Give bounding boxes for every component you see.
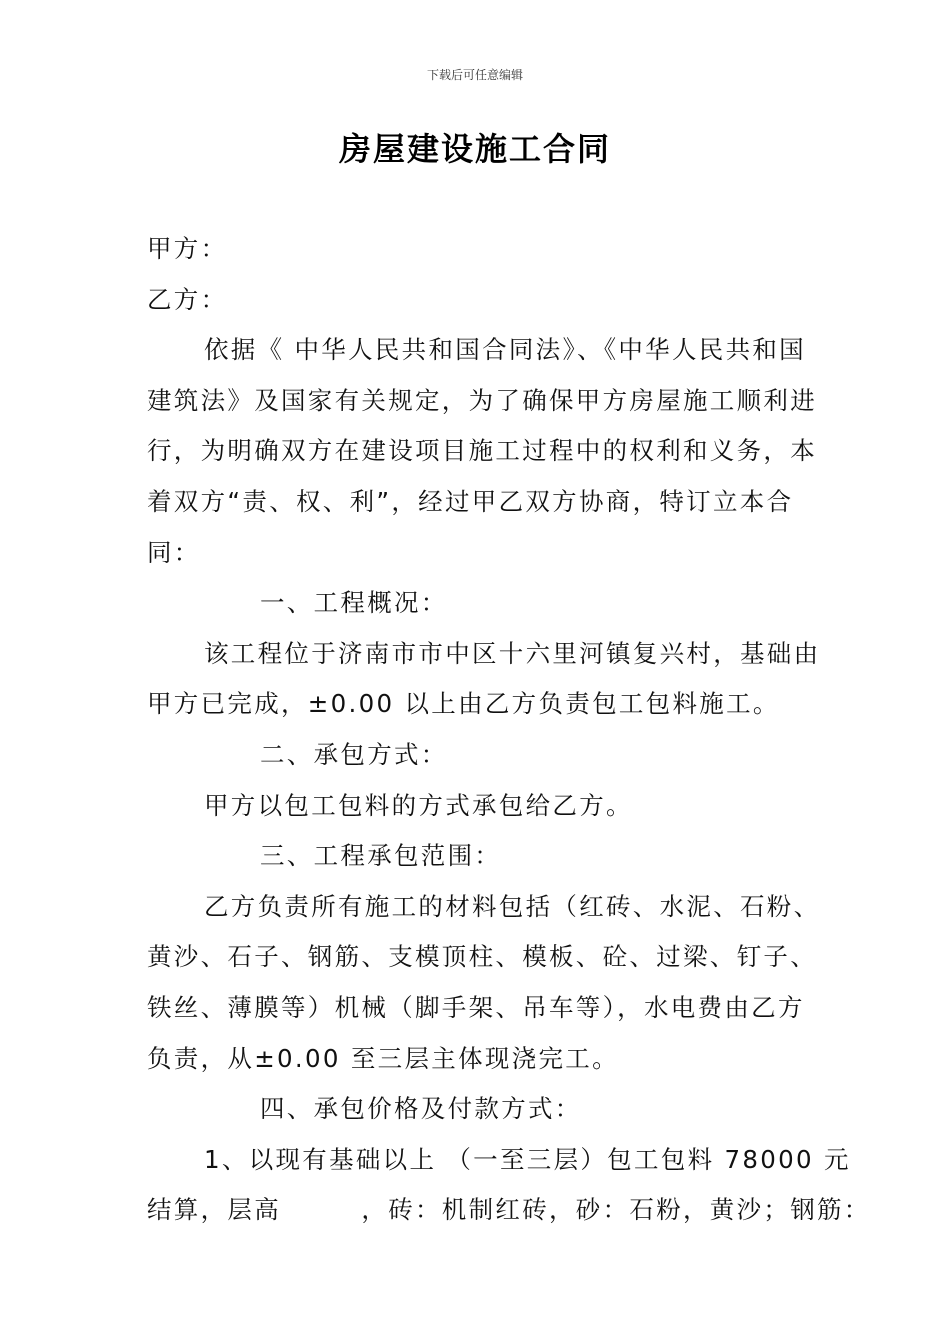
header-note: 下载后可任意编辑 xyxy=(426,68,523,82)
paragraph-line: 负责，从±0.00 至三层主体现浇完工。 xyxy=(147,1043,619,1073)
paragraph-line: 甲方已完成，±0.00 以上由乙方负责包工包料施工。 xyxy=(147,689,780,719)
paragraph-line: 该工程位于济南市市中区十六里河镇复兴村，基础由 xyxy=(204,638,821,668)
paragraph-line: 依据《 中华人民共和国合同法》、《中华人民共和国 xyxy=(204,335,806,365)
section-heading: 四、承包价格及付款方式： xyxy=(260,1094,582,1124)
section-heading: 二、承包方式： xyxy=(260,739,448,769)
paragraph-line: 铁丝、薄膜等）机械（脚手架、吊车等），水电费由乙方 xyxy=(147,992,805,1022)
section-heading: 三、工程承包范围： xyxy=(260,841,502,871)
paragraph-line: 甲方以包工包料的方式承包给乙方。 xyxy=(204,790,633,820)
document-title: 房屋建设施工合同 xyxy=(338,130,611,168)
paragraph-line: 着双方“责、权、利”，经过甲乙双方协商，特订立本合 xyxy=(147,486,794,516)
paragraph-line: 1、以现有基础以上 （一至三层）包工包料 78000 元 xyxy=(204,1144,851,1174)
contract-body xyxy=(147,224,871,1236)
party-a-line: 甲方： xyxy=(147,234,228,263)
section-heading: 一、工程概况： xyxy=(260,588,448,618)
paragraph-line: 同： xyxy=(147,537,201,567)
paragraph-line: 建筑法》及国家有关规定，为了确保甲方房屋施工顺利进 xyxy=(147,385,817,415)
paragraph-line: 乙方负责所有施工的材料包括（红砖、水泥、石粉、 xyxy=(204,891,821,921)
paragraph-line: 行，为明确双方在建设项目施工过程中的权利和义务，本 xyxy=(147,436,817,466)
party-b-line: 乙方： xyxy=(147,284,228,314)
paragraph-line: 结算，层高 ，砖：机制红砖，砂：石粉，黄沙；钢筋： xyxy=(147,1195,871,1225)
paragraph-line: 黄沙、石子、钢筋、支模顶柱、模板、砼、过梁、钉子、 xyxy=(147,942,817,972)
